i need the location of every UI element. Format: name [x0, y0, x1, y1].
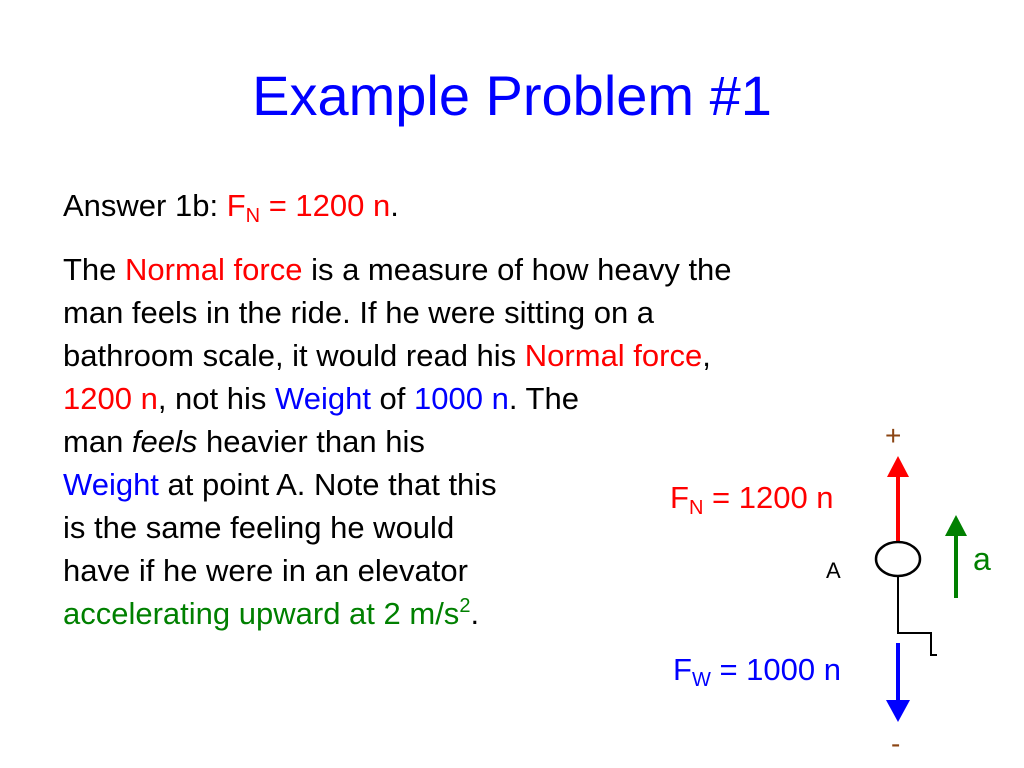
text-line-2: man feels in the ride. If he were sitting on a — [63, 295, 655, 330]
weight-arrowhead — [886, 700, 910, 722]
normal-force-arrowhead — [887, 456, 909, 477]
text-line-4: 1200 n, not his Weight of 1000 n. The — [63, 381, 579, 416]
normal-force-term: Normal force — [524, 338, 703, 373]
body-connector-line — [898, 576, 937, 655]
normal-force-term: Normal force — [125, 252, 303, 287]
weight-term: Weight — [275, 381, 371, 416]
text-line-3: bathroom scale, it would read his Normal force, — [63, 338, 711, 373]
negative-direction-label: - — [891, 728, 901, 759]
acceleration-phrase: accelerating upward at 2 $m/s^2$ — [63, 595, 471, 631]
point-a-label: A — [826, 558, 841, 583]
text-line-8: have if he were in an elevator — [63, 553, 468, 588]
body-circle — [876, 542, 920, 576]
answer-period: . — [390, 188, 399, 223]
normal-force-value: 1200 n — [63, 381, 158, 416]
weight-label: $F_W = 1000$ n — [673, 652, 841, 691]
acceleration-arrowhead — [945, 515, 967, 536]
answer-prefix: Answer 1b: — [63, 188, 227, 223]
feels-emphasis: feels — [131, 424, 198, 459]
positive-direction-label: + — [885, 420, 902, 451]
normal-force-label: $F_N = 1200$ n — [670, 480, 834, 519]
answer-symbol: $F_N = 1200$ n — [226, 188, 391, 227]
text-line-7: is the same feeling he would — [63, 510, 455, 545]
acceleration-label: a — [973, 541, 991, 577]
text-line-1: The Normal force is a measure of how heavy the — [63, 252, 732, 287]
text-line-9: accelerating upward at 2 $m/s^2$. — [63, 595, 480, 631]
weight-value: 1000 n — [414, 381, 509, 416]
weight-term: Weight — [63, 467, 159, 502]
text-line-6: Weight at point A. Note that this — [63, 467, 497, 502]
text-line-5: man feels heavier than his — [63, 424, 425, 459]
slide-title: Example Problem #1 — [252, 64, 772, 127]
